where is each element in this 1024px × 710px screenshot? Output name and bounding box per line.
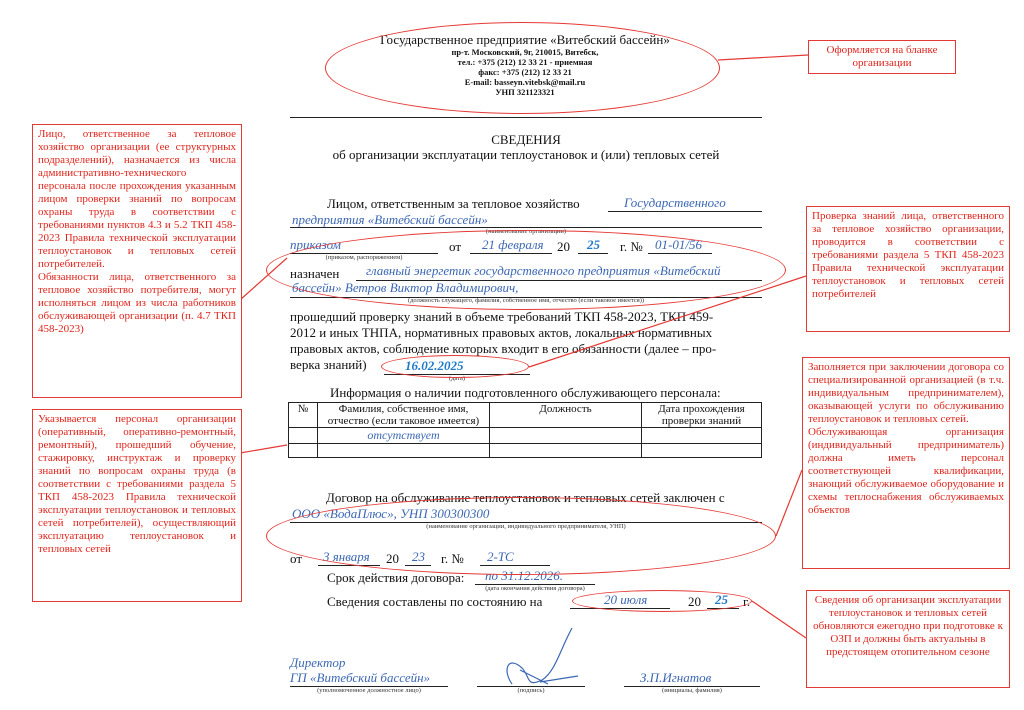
order-from: от — [449, 239, 462, 254]
order-year-prefix: 20 — [557, 239, 570, 254]
knowledge-date-caption: (дата) — [448, 375, 466, 382]
contract-term-caption: (дата окончания действия договора) — [485, 585, 585, 592]
letterhead-org: Государственное предприятие «Витебский бассейн» — [380, 32, 670, 47]
order-number-label: г. № — [620, 239, 643, 254]
responsible-org-line1: Государственного — [624, 195, 726, 210]
staff-title: Информация о наличии подготовленного обслуживающего персонала: — [330, 385, 721, 400]
contract-label: Договор на обслуживание теплоустановок и тепловых сетей заключен с — [326, 490, 725, 505]
responsible-person-line1: главный энергетик государственного предприятия «Витебский — [366, 263, 721, 278]
contract-year-suffix: 23 — [412, 549, 425, 564]
knowledge-check-text: прошедший проверку знаний в объеме требований ТКП 458-2023, ТКП 459- 2012 и иных ТНПА, нормативных правовых актов, локальных нормативных правовых актов, соблюдение которых входит в его обязанности (далее – про- верка знаний) — [290, 309, 717, 372]
document-title: СВЕДЕНИЯ — [491, 132, 561, 147]
contract-number: 2-ТС — [487, 549, 514, 564]
order-number: 01-01/56 — [655, 237, 702, 252]
staff-header-position: Должность — [490, 403, 642, 428]
note-annual-update: Сведения об организации эксплуатации теплоустановок и тепловых сетей обновляются ежегодно при подготовке к ОЗП и должны быть актуальны в предстоящем отопительном сезоне — [806, 590, 1010, 688]
signer-position-line2: ГП «Витебский бассейн» — [290, 670, 431, 685]
letterhead-unp: УНП 321123321 — [495, 87, 555, 97]
signature-scribble — [507, 628, 578, 684]
status-date: 20 июля — [604, 592, 648, 607]
contract-party-caption: (наименование организации, индивидуального предпринимателя, УНП) — [426, 523, 626, 530]
signer-name: З.П.Игнатов — [640, 670, 712, 685]
signer-position-caption: (уполномоченное должностное лицо) — [317, 687, 421, 694]
order-date: 21 февраля — [482, 237, 544, 252]
contract-date: 3 января — [323, 549, 370, 564]
order-type: приказом — [290, 237, 341, 252]
staff-table — [288, 402, 762, 458]
responsible-person-line2: бассейн» Ветров Виктор Владимирович, — [292, 280, 519, 295]
status-year-prefix: 20 — [688, 594, 701, 609]
staff-header-date: Дата прохождения проверки знаний — [642, 403, 762, 428]
staff-row-value: отсутствует — [318, 428, 490, 444]
note-letterhead: Оформляется на бланке организации — [808, 40, 956, 74]
person-caption: (должность служащего, фамилия, собственное имя, отчество (если таковое имеется)) — [407, 297, 645, 304]
letterhead-email: E-mail: basseyn.vitebsk@mail.ru — [464, 77, 586, 87]
note-responsible: Лицо, ответственное за тепловое хозяйство организации (ее структурных подразделений), назначается из числа административно-технического персонала после прохождения указанным лицом проверки знаний по вопросам охраны труда в соответствии с требованиями пунктов 4.3 и 5.2 ТКП 458-2023 Правила технической эксплуатации теплоустановок и тепловых сетей потребителей. Обязанности лица, ответственного за тепловое хозяйство потребителя, могут исполняться лицом из числа работников обслуживающей организации (п. 4.7 ТКП 458-2023) — [32, 124, 242, 398]
table-cell — [642, 444, 762, 458]
document-subtitle: об организации эксплуатации теплоустановок и (или) тепловых сетей — [332, 147, 720, 162]
letterhead-divider — [290, 117, 762, 118]
letterhead-fax: факс: +375 (212) 12 33 21 — [478, 67, 572, 77]
table-cell — [318, 444, 490, 458]
contract-term-label: Срок действия договора: — [327, 570, 465, 585]
letterhead-address: пр-т. Московский, 9г, 210015, Витебск, — [451, 47, 599, 57]
table-cell — [490, 428, 642, 444]
table-cell — [490, 444, 642, 458]
status-label: Сведения составлены по состоянию на — [327, 594, 543, 609]
table-cell — [289, 444, 318, 458]
staff-header-name: Фамилия, собственное имя, отчество (если таковое имеется) — [318, 403, 490, 428]
signer-position-line1: Директор — [290, 655, 346, 670]
document-heading — [290, 132, 762, 162]
status-year-suffix: 25 — [715, 592, 728, 607]
table-cell — [642, 428, 762, 444]
responsible-org-line2: предприятия «Витебский бассейн» — [292, 212, 488, 227]
contract-number-label: г. № — [441, 551, 464, 566]
note-knowledge-check: Проверка знаний лица, ответственного за тепловое хозяйство организации, проводится в соответствии с требованиями раздела 5 ТКП 458-2023 Правила технической эксплуатации теплоустановок и тепловых сетей потребителей — [806, 206, 1010, 332]
contract-year-prefix: 20 — [386, 551, 399, 566]
order-year-suffix: 25 — [587, 237, 600, 252]
staff-header-number: № — [289, 403, 318, 428]
org-caption: (наименование организации) — [485, 228, 567, 235]
appointed-label: назначен — [290, 266, 340, 281]
order-type-caption: (приказом, распоряжением) — [325, 254, 403, 261]
letterhead — [340, 33, 710, 97]
signature-caption: (подпись) — [517, 687, 545, 694]
responsible-label: Лицом, ответственным за тепловое хозяйство — [327, 196, 580, 211]
signer-name-caption: (инициалы, фамилия) — [662, 687, 722, 694]
letterhead-tel: тел.: +375 (212) 12 33 21 - приемная — [457, 57, 593, 67]
contract-party: ООО «ВодаПлюс», УНП 300300300 — [292, 506, 490, 521]
table-cell — [289, 428, 318, 444]
note-staff: Указывается персонал организации (оперативный, оперативно-ремонтный, ремонтный), прошедший обучение, стажировку, инструктаж и проверку знаний по вопросам охраны труда (в соответствии с требованиями раздела 5 ТКП 458-2023 Правила технической эксплуатации теплоустановок и тепловых сетей потребителей), осуществляющий эксплуатацию теплоустановок и тепловых сетей — [32, 409, 242, 602]
note-contract: Заполняется при заключении договора со специализированной организацией (в т.ч. индивидуальным предпринимателем), оказывающей услуги по обслуживанию теплоустановок и тепловых сетей. Обслуживающая организация (индивидуальный предприниматель) должна иметь персонал соответствующей квалификации, знающий обслуживаемое оборудование и схемы теплоснабжения обслуживаемых объектов — [802, 357, 1010, 569]
contract-from: от — [290, 551, 303, 566]
status-year-label: г. — [743, 594, 751, 609]
knowledge-check-date: 16.02.2025 — [405, 358, 464, 373]
contract-term-value: по 31.12.2026. — [485, 568, 563, 583]
